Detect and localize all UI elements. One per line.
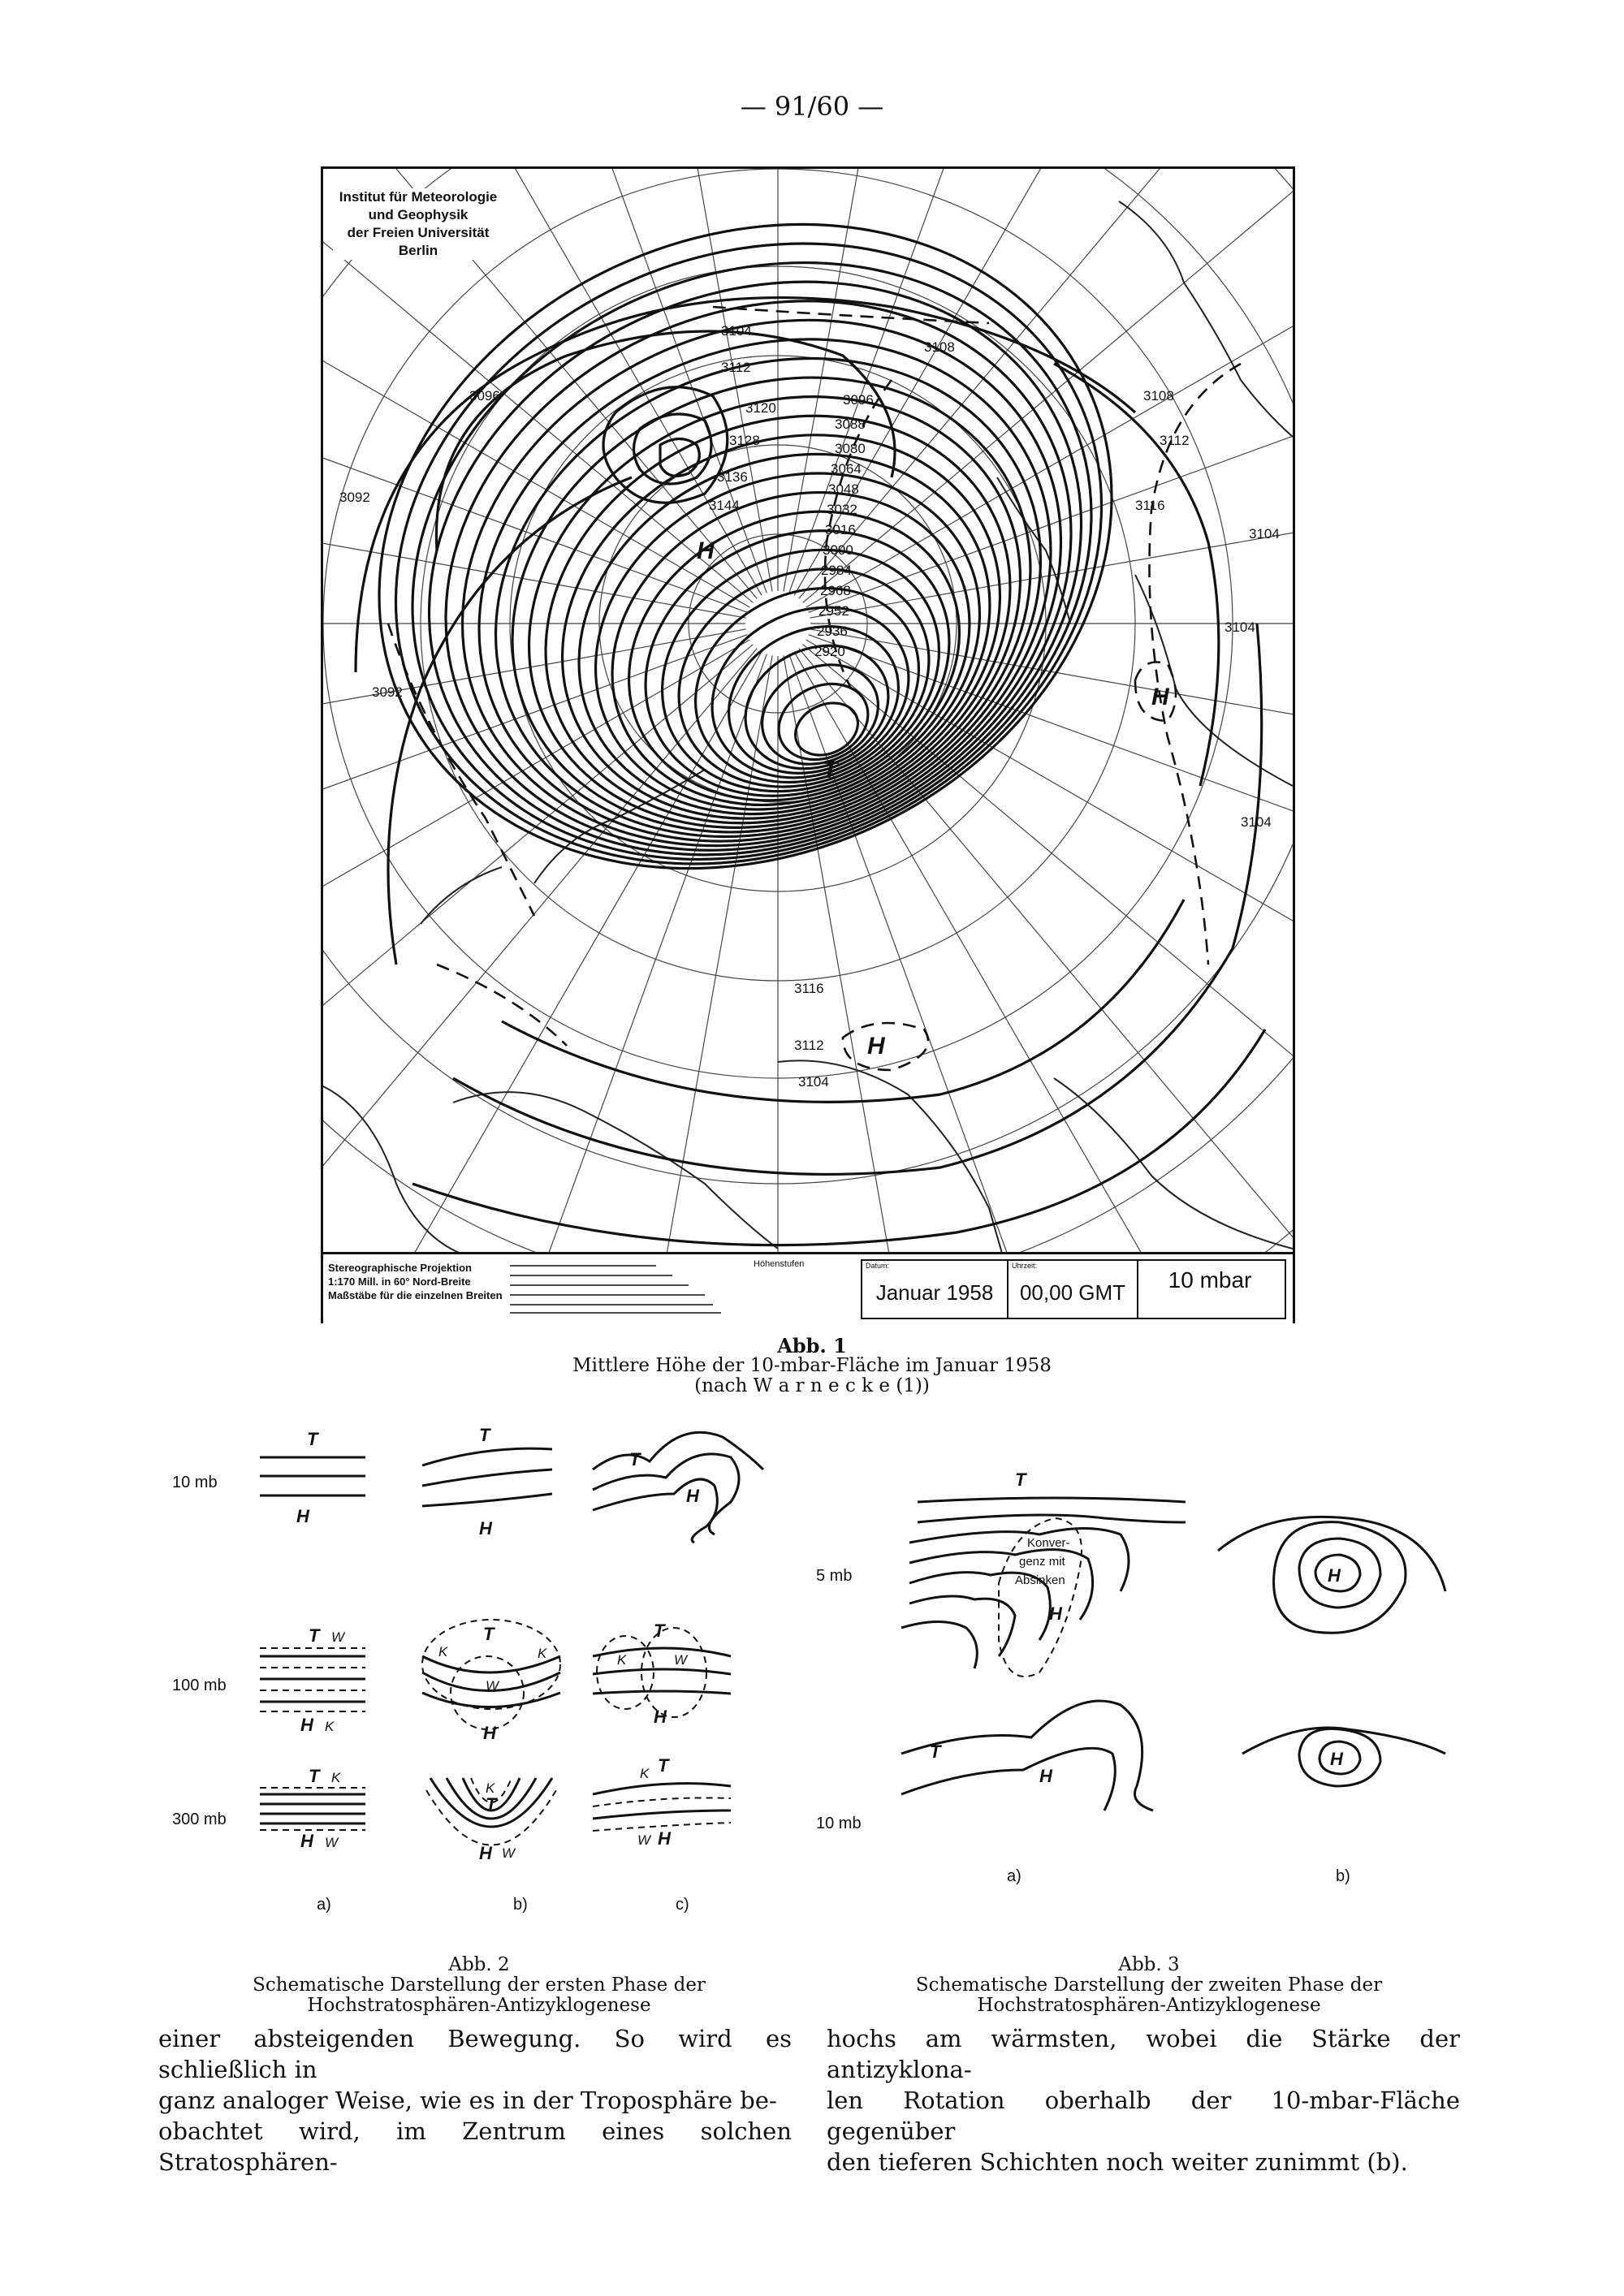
fig2-K-c100: K: [617, 1652, 627, 1668]
fig2-level-10mb: 10 mb: [172, 1474, 218, 1491]
fig2-K-b100r: K: [538, 1646, 547, 1661]
scale-bars: [510, 1259, 737, 1318]
fig2-H-c100: H: [654, 1707, 667, 1727]
contour-label: 3096: [469, 388, 500, 404]
contour-label: 3104: [1224, 619, 1255, 635]
fig3-T-a5: T: [1015, 1470, 1026, 1490]
fig2-W-b300: W: [502, 1845, 516, 1861]
fig2-K-c300: K: [640, 1766, 650, 1781]
fig2-H-a300: H: [300, 1831, 313, 1851]
contour-label: 3116: [1135, 498, 1165, 513]
fig2-H-b300: H: [479, 1843, 492, 1863]
fig2-T-c100: T: [654, 1621, 665, 1641]
map-info-boxes: [861, 1259, 1286, 1319]
fig2-T-c300: T: [658, 1755, 669, 1776]
contour-label: 3104: [1249, 526, 1280, 542]
contour-label: 3080: [835, 441, 866, 456]
fig2-T-a100: T: [309, 1625, 320, 1646]
contour-label: 3128: [729, 433, 760, 448]
fig3-caption: Abb. 3 Schematische Darstellung der zweiten Phase der Hochstratosphären-Antizyklogenese: [915, 1954, 1383, 2016]
fig2-W-c300: W: [637, 1832, 651, 1848]
fig2-W-a300: W: [325, 1835, 339, 1850]
fig2-H-c10: H: [686, 1486, 699, 1506]
fig2-K-b300: K: [486, 1780, 495, 1796]
contour-label: 3104: [1241, 814, 1272, 830]
fig3-level-10mb: 10 mb: [816, 1815, 862, 1832]
contour-label: 3104: [798, 1074, 829, 1090]
fig3: [812, 1445, 1462, 1916]
fig2-H-a10: H: [296, 1506, 309, 1526]
fig2-K-a300: K: [331, 1770, 341, 1785]
contour-label: 3092: [372, 684, 403, 700]
fig2-level-300mb: 300 mb: [172, 1810, 227, 1828]
contour-label: 3112: [721, 360, 751, 375]
datum-box: Datum: Januar 1958: [862, 1261, 1009, 1318]
contour-label: 3112: [1160, 433, 1190, 448]
fig2-T-b10: T: [479, 1425, 490, 1445]
page-number: — 91/60 —: [740, 91, 884, 122]
fig2-drawing: [244, 1421, 812, 1875]
contour-label: 3092: [339, 490, 370, 505]
map-legend-strip: [323, 1252, 1293, 1323]
fig3-H-a10: H: [1039, 1766, 1052, 1786]
fig3-annot-3: Absinken: [1015, 1573, 1065, 1587]
fig3-H-a5: H: [1049, 1603, 1062, 1624]
fig3-annot-2: genz mit: [1019, 1555, 1065, 1569]
fig3-drawing: [893, 1445, 1453, 1835]
contour-label: 3108: [1143, 388, 1174, 404]
fig2-H-b10: H: [479, 1518, 492, 1539]
contour-label: 3136: [717, 469, 748, 485]
fig2-T-c10: T: [629, 1449, 641, 1470]
fig2-T-b300: T: [486, 1794, 497, 1815]
map-drawing: [323, 169, 1293, 1321]
fig2-W-b100: W: [486, 1678, 499, 1694]
contour-label: 3064: [831, 461, 862, 477]
fig2-H-b100: H: [483, 1723, 496, 1743]
fig2-K-a100: K: [325, 1719, 335, 1734]
contour-label: 3048: [828, 481, 859, 497]
text-right-column: hochs am wärmsten, wobei die Stärke der antizyklona- len Rotation oberhalb der 10-mbar-Fläche gegenüber den tieferen Schichten noch weiter zunimmt (b).: [827, 2025, 1460, 2176]
map-high-3: H: [867, 1033, 885, 1060]
fig2: [122, 1421, 812, 1924]
contour-label: 3096: [843, 392, 874, 408]
contour-label: 3120: [745, 400, 776, 416]
contour-label: 3000: [823, 542, 853, 558]
fig2-caption: Abb. 2 Schematische Darstellung der ersten Phase der Hochstratosphären-Antizyklogenese: [253, 1954, 706, 2016]
contour-label: 2968: [820, 583, 851, 598]
contour-label: 3116: [794, 981, 824, 996]
fig3-T-a10: T: [930, 1741, 941, 1762]
uhrzeit-box: Uhrzeit: 00,00 GMT: [1009, 1261, 1138, 1318]
fig3-H-b10: H: [1330, 1749, 1343, 1769]
contour-label: 2936: [817, 624, 848, 639]
contour-label: 3088: [835, 416, 866, 432]
fig3-panel-a: a): [1007, 1867, 1021, 1885]
fig2-W-a100: W: [331, 1629, 345, 1645]
contour-label: 2920: [814, 644, 845, 659]
level-box: 10 mbar: [1168, 1267, 1252, 1293]
fig3-panel-b: b): [1336, 1867, 1350, 1885]
fig1-caption: Abb. 1 Mittlere Höhe der 10-mbar-Fläche im Januar 1958 (nach W a r n e c k e (1)): [572, 1334, 1052, 1396]
fig2-level-100mb: 100 mb: [172, 1677, 227, 1694]
fig2-H-c300: H: [658, 1828, 671, 1849]
fig2-panel-b: b): [513, 1896, 528, 1914]
text-left-column: einer absteigenden Bewegung. So wird es schließlich in ganz analoger Weise, wie es in der Troposphäre be- obachtet wird, im Zentrum eines solchen Stratosphären-: [158, 2025, 792, 2176]
contour-label: 3112: [794, 1038, 824, 1053]
fig2-H-a100: H: [300, 1715, 313, 1735]
projection-note: Stereographische Projektion 1:170 Mill. in 60° Nord-Breite Maßstäbe für die einzelnen Breiten: [328, 1262, 503, 1301]
institute-label: Institut für Meteorologie und Geophysik der Freien Universität Berlin: [333, 188, 503, 260]
fig3-annot-1: Konver-: [1027, 1536, 1070, 1550]
fig2-panel-a: a): [317, 1896, 331, 1914]
contour-label: 2952: [818, 603, 849, 619]
map-low: T: [823, 757, 838, 783]
fig2-T-a10: T: [307, 1429, 318, 1449]
fig3-H-b5: H: [1328, 1565, 1341, 1586]
contour-label: 2984: [821, 563, 852, 578]
map-high-1: H: [697, 537, 715, 564]
contour-label: 3144: [709, 498, 740, 513]
fig2-W-c100: W: [674, 1652, 688, 1668]
weather-map: [321, 166, 1295, 1323]
hoehenstufen-label: Höhenstufen: [754, 1259, 805, 1269]
map-high-2: H: [1151, 684, 1169, 710]
contour-label: 3016: [825, 522, 856, 537]
fig2-T-b100: T: [483, 1624, 495, 1644]
contour-label: 3104: [721, 323, 752, 339]
fig2-K-b100l: K: [438, 1644, 448, 1659]
contour-label: 3108: [924, 339, 955, 355]
contour-label: 3032: [827, 502, 857, 517]
fig2-panel-c: c): [676, 1896, 689, 1914]
fig2-T-a300: T: [309, 1766, 320, 1786]
fig3-level-5mb: 5 mb: [816, 1567, 853, 1585]
